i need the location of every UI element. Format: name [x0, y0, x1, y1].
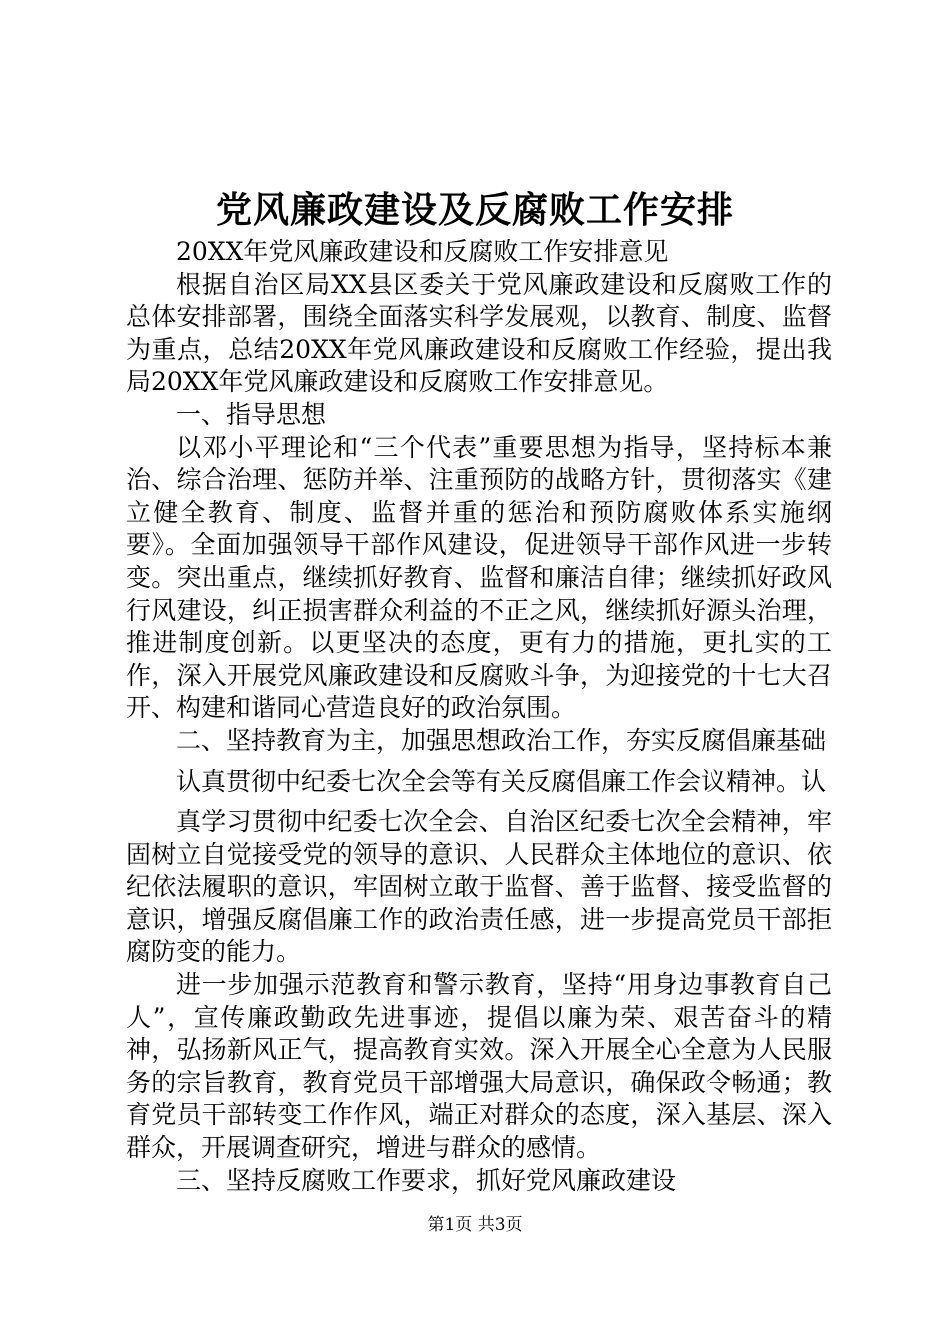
document-body [126, 236, 832, 1197]
page-number-footer: 第1页 共3页 [427, 1215, 523, 1235]
heading-section-3: 三、坚持反腐败工作要求，抓好党风廉政建设 [176, 1165, 677, 1195]
paragraph-subtitle: 20XX年党风廉政建设和反腐败工作安排意见 [176, 237, 669, 266]
paragraph-guiding-thought: 以邓小平理论和“三个代表”重要思想为指导，坚持标本兼治、综合治理、惩防并举、注重预防的战略方针，贯彻落实《建立健全教育、制度、监督并重的惩治和预防腐败体系实施纲要》。全面加强领导干部作风建设，促进领导干部作风进一步转变。突出重点，继续抓好教育、监督和廉洁自律；继续抓好政风行风建设，纠正损害群众利益的不正之风，继续抓好源头治理，推进制度创新。以更坚决的态度，更有力的措施，更扎实的工作，深入开展党风廉政建设和反腐败斗争，为迎接党的十七大召开、构建和谐同心营造良好的政治氛围。 [126, 432, 832, 723]
heading-section-1: 一、指导思想 [176, 399, 327, 429]
paragraph-warning-education: 进一步加强示范教育和警示教育，坚持“用身边事教育自己人”，宣传廉政勤政先进事迹，提倡以廉为荣、艰苦奋斗的精神，弘扬新风正气，提高教育实效。深入开展全心全意为人民服务的宗旨教育，教育党员干部增强大局意识，确保政令畅通；教育党员干部转变工作作风，端正对群众的态度，深入基层、深入群众，开展调查研究，增进与群众的感情。 [126, 970, 832, 1163]
paragraph-study-spirit: 真学习贯彻中纪委七次全会、自治区纪委七次全会精神，牢固树立自觉接受党的领导的意识、人民群众主体地位的意识、依纪依法履职的意识，牢固树立敢于监督、善于监督、接受监督的意识，增强反腐倡廉工作的政治责任感，进一步提高党员干部拒腐防变的能力。 [126, 807, 832, 967]
document-title: 党风廉政建设及反腐败工作安排 [215, 189, 734, 231]
paragraph-education-meeting: 认真贯彻中纪委七次全会等有关反腐倡廉工作会议精神。认 [176, 766, 827, 796]
paragraph-intro: 根据自治区局XX县区委关于党风廉政建设和反腐败工作的总体安排部署，围绕全面落实科学发展观，以教育、制度、监督为重点，总结20XX年党风廉政建设和反腐败工作经验，提出我局20XX年党风廉政建设和反腐败工作安排意见。 [126, 269, 832, 397]
heading-section-2: 二、坚持教育为主，加强思想政治工作，夯实反腐倡廉基础 [176, 725, 827, 755]
